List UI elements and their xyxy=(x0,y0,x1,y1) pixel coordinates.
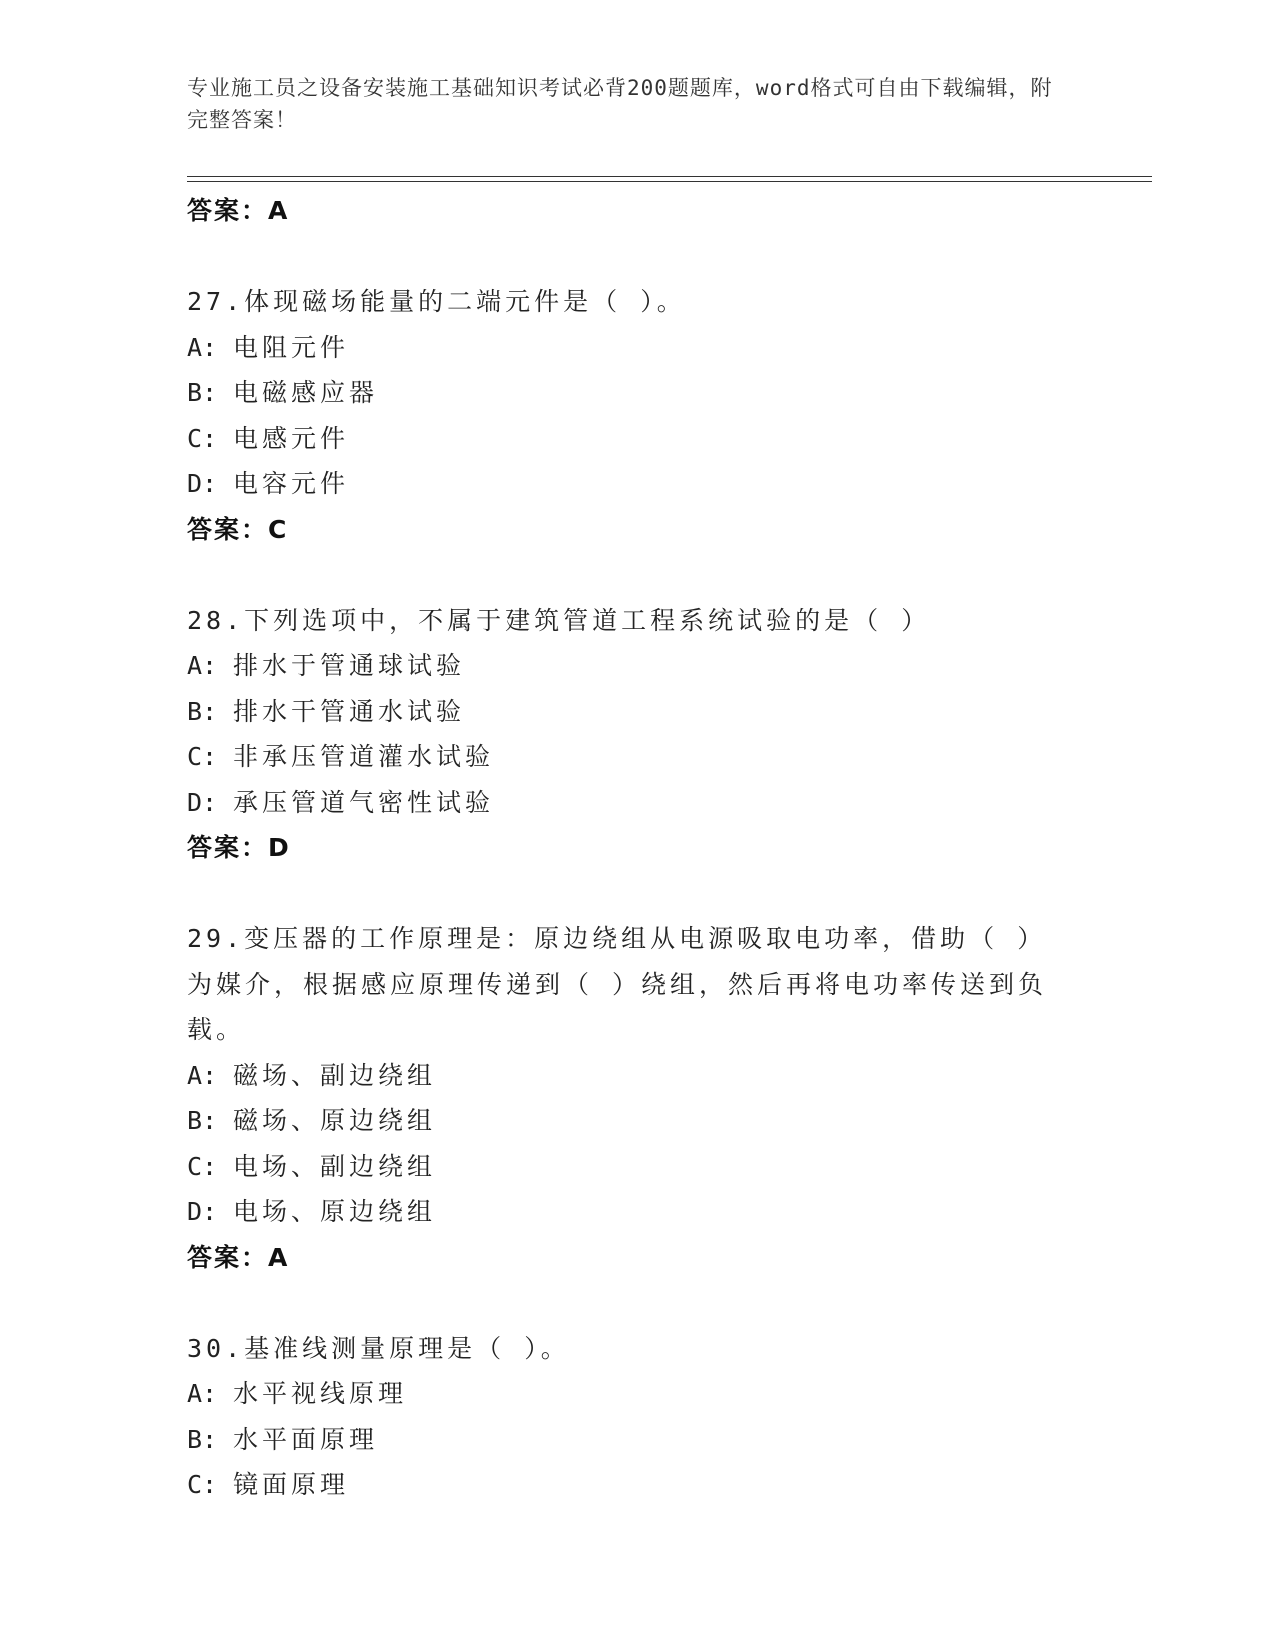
option-text: 电感元件 xyxy=(233,423,350,453)
option-text: 排水干管通水试验 xyxy=(233,696,466,726)
option-label: D: xyxy=(187,1197,218,1226)
option-label: B: xyxy=(187,696,218,726)
option-text: 排水于管通球试验 xyxy=(233,651,466,680)
question-text: 28.下列选项中，不属于建筑管道工程系统试验的是（ ） xyxy=(187,605,931,635)
option-b xyxy=(187,689,1087,735)
option-label: B: xyxy=(187,1106,218,1135)
option-d xyxy=(187,461,1087,507)
header-divider xyxy=(187,176,1152,182)
option-label: D: xyxy=(187,787,218,817)
option-label: C: xyxy=(187,423,218,453)
option-text: 水平面原理 xyxy=(233,1424,379,1454)
option-label: D: xyxy=(187,469,218,498)
option-label: C: xyxy=(187,1470,218,1499)
question-list xyxy=(187,188,1087,1508)
option-label: C: xyxy=(187,742,218,771)
question-text: 30.基准线测量原理是（ ）。 xyxy=(187,1333,570,1363)
question-text: 27.体现磁场能量的二端元件是（ ）。 xyxy=(187,287,686,316)
option-text: 非承压管道灌水试验 xyxy=(233,742,495,771)
option-c xyxy=(187,1144,1087,1190)
option-b xyxy=(187,1417,1087,1463)
option-a xyxy=(187,1053,1087,1099)
option-label: C: xyxy=(187,1151,218,1181)
option-label: B: xyxy=(187,1424,218,1454)
answer: 答案：D xyxy=(187,833,291,862)
option-d xyxy=(187,780,1087,826)
option-text: 电场、原边绕组 xyxy=(233,1197,437,1226)
spacer xyxy=(187,871,1087,917)
option-d xyxy=(187,1189,1087,1235)
option-text: 电磁感应器 xyxy=(233,378,379,407)
option-label: A: xyxy=(187,651,218,680)
option-text: 水平视线原理 xyxy=(233,1379,408,1408)
option-label: A: xyxy=(187,332,218,362)
page-header-title: 专业施工员之设备安装施工基础知识考试必背200题题库，word格式可自由下载编辑，附完整答案！ xyxy=(187,76,1053,132)
option-c xyxy=(187,734,1087,780)
spacer xyxy=(187,234,1087,280)
answer: 答案：C xyxy=(187,514,289,544)
option-a xyxy=(187,325,1087,371)
option-label: A: xyxy=(187,1060,218,1090)
option-label: A: xyxy=(187,1379,218,1408)
option-label: B: xyxy=(187,378,218,407)
option-text: 磁场、副边绕组 xyxy=(233,1060,437,1090)
previous-answer: 答案：A xyxy=(187,196,290,225)
spacer xyxy=(187,1280,1087,1326)
option-text: 磁场、原边绕组 xyxy=(233,1106,437,1135)
option-c xyxy=(187,416,1087,462)
question-27 xyxy=(187,279,1087,552)
option-b xyxy=(187,1098,1087,1144)
spacer xyxy=(187,552,1087,598)
option-c xyxy=(187,1462,1087,1508)
option-a xyxy=(187,643,1087,689)
question-29 xyxy=(187,916,1087,1280)
answer: 答案：A xyxy=(187,1242,290,1272)
option-text: 镜面原理 xyxy=(233,1470,350,1499)
question-30 xyxy=(187,1326,1087,1508)
option-text: 电场、副边绕组 xyxy=(233,1151,437,1181)
option-text: 电容元件 xyxy=(233,469,350,498)
option-text: 承压管道气密性试验 xyxy=(233,787,495,817)
question-28 xyxy=(187,598,1087,871)
option-text: 电阻元件 xyxy=(233,332,350,362)
option-b xyxy=(187,370,1087,416)
question-text: 29.变压器的工作原理是：原边绕组从电源吸取电功率，借助（ ）为媒介，根据感应原理传递到（ ）绕组，然后再将电功率传送到负载。 xyxy=(187,924,1048,1044)
option-a xyxy=(187,1371,1087,1417)
